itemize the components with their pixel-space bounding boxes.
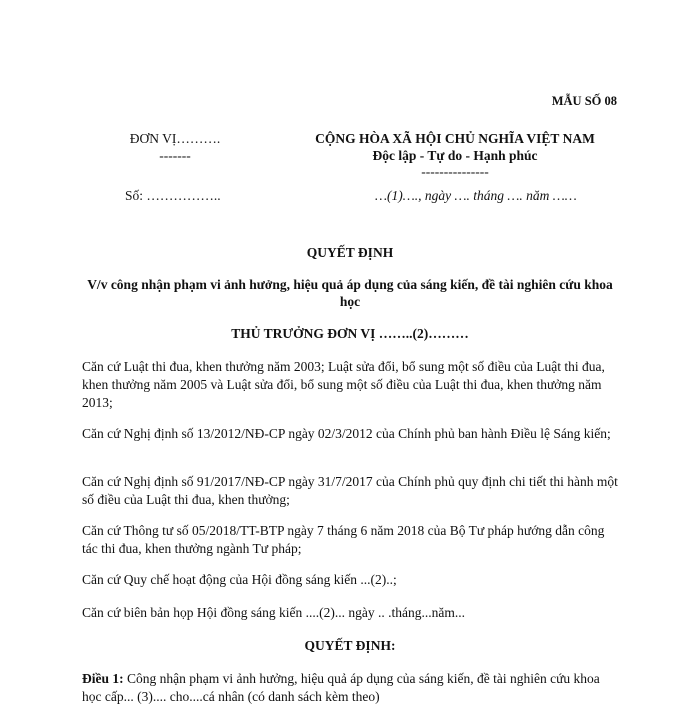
document-number: Số: …………….. [125, 188, 221, 203]
legal-basis-paragraph: Căn cứ Nghị định số 13/2012/NĐ-CP ngày 02/3/2012 của Chính phủ ban hành Điều lệ Sáng kiến; [82, 426, 611, 441]
legal-basis-paragraph: Căn cứ Quy chế hoạt động của Hội đồng sáng kiến ...(2)..; [82, 572, 397, 587]
place-date-line: …(1)…., ngày …. tháng …. năm …… [375, 188, 577, 203]
legal-basis-paragraph: Căn cứ Thông tư số 05/2018/TT-BTP ngày 7 tháng 6 năm 2018 của Bộ Tư pháp hướng dẫn công tác thi đua, khen thưởng ngành Tư pháp; [82, 523, 605, 556]
form-code: MẪU SỐ 08 [551, 94, 617, 108]
country-name: CỘNG HÒA XÃ HỘI CHỦ NGHĨA VIỆT NAM [315, 131, 595, 146]
article-1-text: Công nhận phạm vi ảnh hưởng, hiệu quả áp dụng của sáng kiến, đề tài nghiên cứu khoa học cấp... (3).... cho....cá nhân (có danh sách kèm theo) [82, 671, 600, 704]
motto-dash: --------------- [421, 164, 489, 179]
motto: Độc lập - Tự do - Hạnh phúc [372, 148, 538, 163]
decision-title: QUYẾT ĐỊNH [306, 245, 394, 260]
issuing-authority: THỦ TRƯỞNG ĐƠN VỊ ……..(2)……… [231, 326, 469, 341]
article-1-label: Điều 1: [82, 671, 124, 686]
subject-line: học [339, 294, 361, 309]
unit-dash: ------- [159, 148, 191, 163]
legal-basis-paragraph: Căn cứ Nghị định số 91/2017/NĐ-CP ngày 31/7/2017 của Chính phủ quy định chi tiết thi hành một số điều của Luật thi đua, khen thưởng; [82, 474, 618, 507]
unit-label: ĐƠN VỊ………. [129, 131, 221, 146]
decision-heading: QUYẾT ĐỊNH: [304, 638, 396, 653]
article-1 [82, 670, 622, 706]
subject-line: V/v công nhận phạm vi ảnh hưởng, hiệu quả áp dụng của sáng kiến, đề tài nghiên cứu khoa [87, 277, 613, 292]
legal-basis-paragraph: Căn cứ Luật thi đua, khen thưởng năm 2003; Luật sửa đổi, bổ sung một số điều của Luật thi đua, khen thưởng năm 2005 và Luật sửa đổi, bổ sung một số điều của Luật thi đua, khen thưởng năm 2013; [82, 359, 605, 410]
legal-basis-paragraph: Căn cứ biên bản họp Hội đồng sáng kiến ....(2)... ngày .. .tháng...năm... [82, 605, 465, 620]
